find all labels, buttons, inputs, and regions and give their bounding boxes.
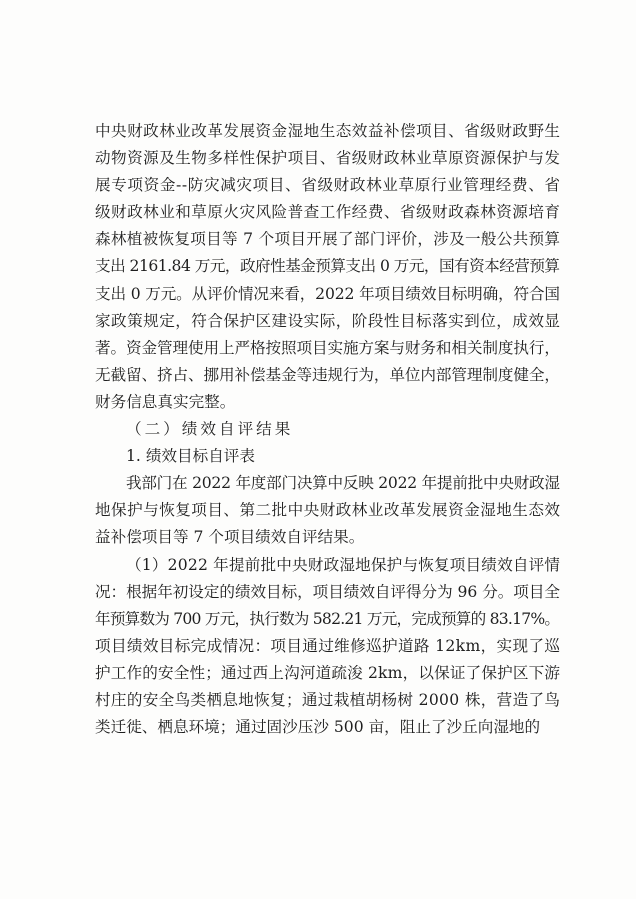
text-line: 我部门在 2022 年度部门决算中反映 2022 年提前批中央财政湿 <box>126 474 560 493</box>
text-line: （1）2022 年提前批中央财政湿地保护与恢复项目绩效自评情 <box>126 555 561 574</box>
text-line: 动物资源及生物多样性保护项目、省级财政林业草原资源保护与发 <box>95 149 561 168</box>
text-line: 家政策规定，符合保护区建设实际，阶段性目标落实到位，成效显 <box>95 311 561 330</box>
subsection-heading: 1. 绩效目标自评表 <box>126 447 255 466</box>
text-line: 森林植被恢复项目等 7 个项目开展了部门评价，涉及一般公共预算 <box>95 230 561 249</box>
text-line: 年预算数为 700 万元，执行数为 582.21 万元，完成预算的 83.17%。 <box>95 609 560 628</box>
text-line: 益补偿项目等 7 个项目绩效自评结果。 <box>95 528 365 547</box>
document-body <box>95 118 560 741</box>
text-line: 无截留、挤占、挪用补偿基金等违规行为，单位内部管理制度健全， <box>95 365 560 384</box>
text-line: 类迁徙、栖息环境；通过固沙压沙 500 亩，阻止了沙丘向湿地的 <box>95 718 541 737</box>
text-line: 村庄的安全鸟类栖息地恢复；通过栽植胡杨树 2000 株，营造了鸟 <box>95 690 561 709</box>
text-line: 护工作的安全性；通过西上沟河道疏浚 2km，以保证了保护区下游 <box>95 663 561 682</box>
text-line: 项目绩效目标完成情况：项目通过维修巡护道路 12km，实现了巡 <box>95 636 561 655</box>
text-line: 支出 2161.84 万元，政府性基金预算支出 0 万元，国有资本经营预算 <box>95 257 560 276</box>
section-headings <box>95 416 560 470</box>
text-line: 支出 0 万元。从评价情况来看，2022 年项目绩效目标明确，符合国 <box>95 284 560 303</box>
text-line: 著。资金管理使用上严格按照项目实施方案与财务和相关制度执行， <box>95 338 560 357</box>
text-line: 财务信息真实完整。 <box>95 392 236 411</box>
paragraph-wetland-project-result <box>95 552 560 742</box>
text-line: 地保护与恢复项目、第二批中央财政林业改革发展资金湿地生态效 <box>95 501 561 520</box>
paragraph-evaluation-summary <box>95 118 560 416</box>
text-line: 况：根据年初设定的绩效目标，项目绩效自评得分为 96 分。项目全 <box>95 582 560 601</box>
paragraph-self-evaluation-intro <box>95 470 560 551</box>
text-line: 展专项资金--防灾减灾项目、省级财政林业草原行业管理经费、省 <box>95 176 561 195</box>
text-line: 级财政林业和草原火灾风险普查工作经费、省级财政森林资源培育 <box>95 203 561 222</box>
section-heading: （二）绩效自评结果 <box>126 420 294 439</box>
text-line: 中央财政林业改革发展资金湿地生态效益补偿项目、省级财政野生 <box>95 122 561 140</box>
